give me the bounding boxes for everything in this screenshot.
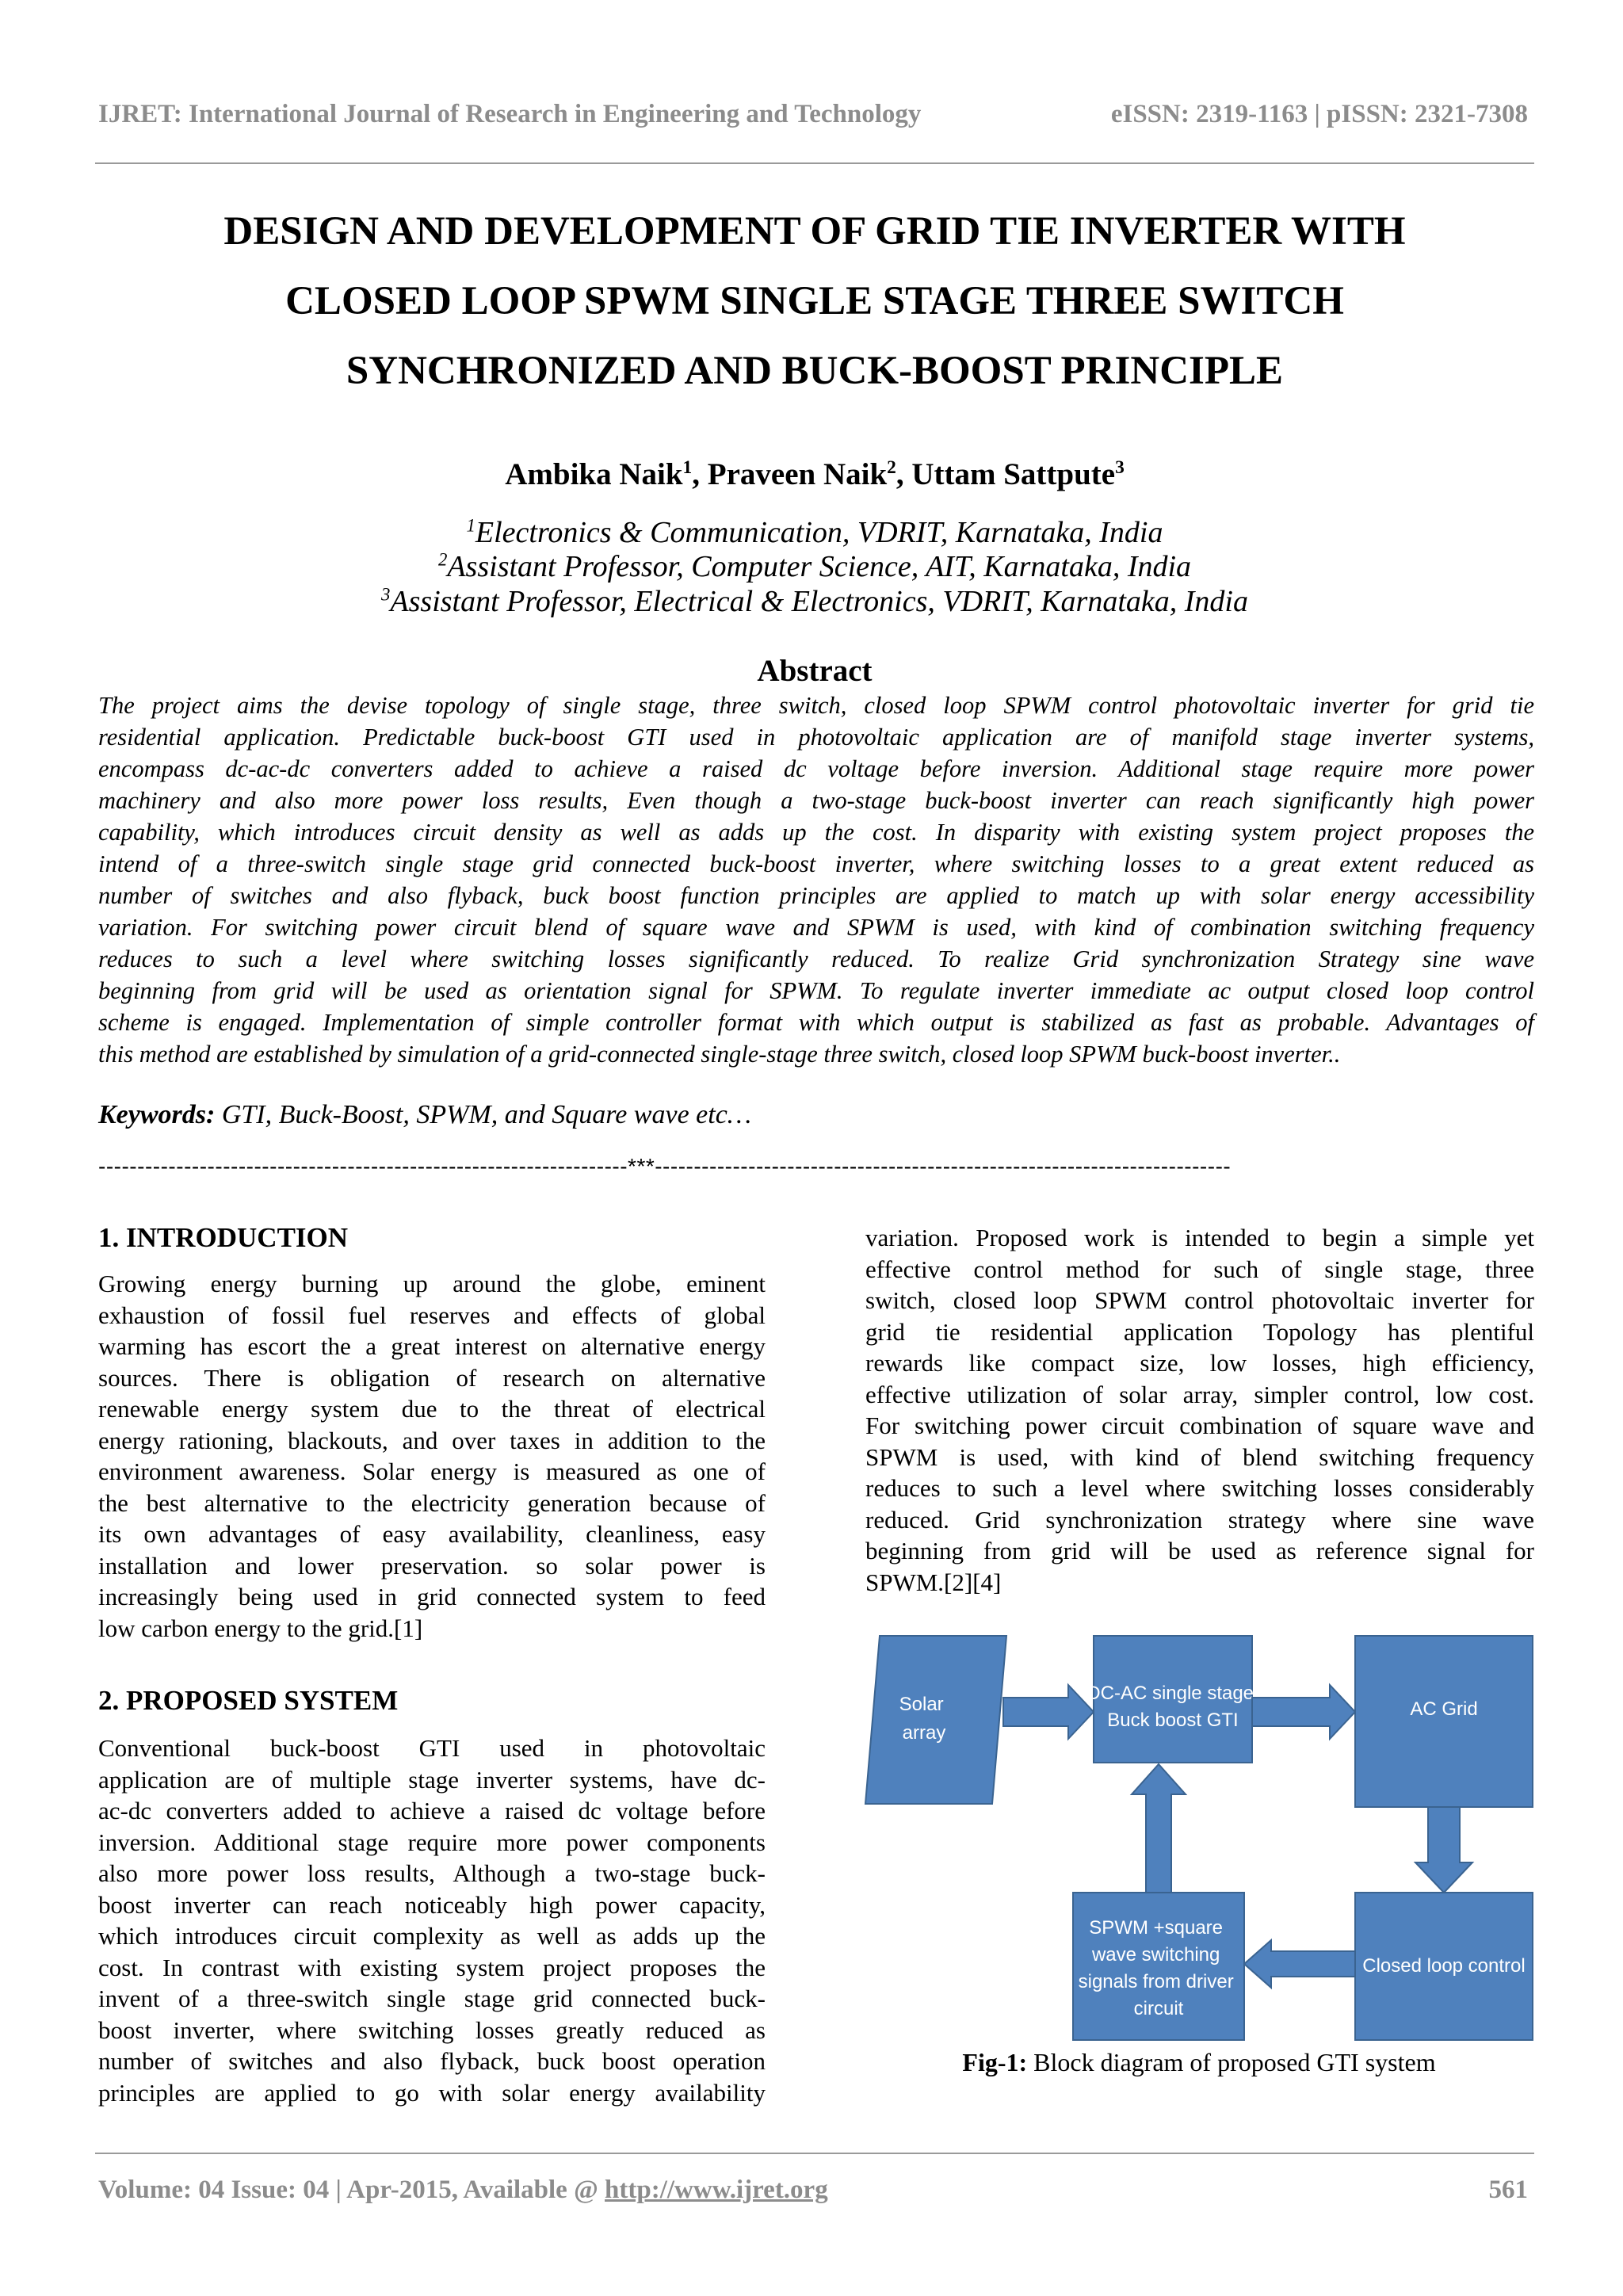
abstract-heading: Abstract <box>757 654 873 688</box>
body-line: reduces to such a level where switching losses considerably <box>865 1474 1534 1502</box>
affiliation-sup: 3 <box>381 584 391 605</box>
title-line: CLOSED LOOP SPWM SINGLE STAGE THREE SWITCH <box>285 279 1344 323</box>
keywords-text: GTI, Buck-Boost, SPWM, and Square wave etc… <box>215 1100 752 1129</box>
solar-array-label: Solar array <box>899 1694 946 1744</box>
section-heading-introduction: 1. INTRODUCTION <box>98 1222 349 1253</box>
abstract-body <box>98 690 1534 1070</box>
body-line: Growing energy burning up around the globe, eminent <box>98 1270 766 1297</box>
arrow-solar-to-gti <box>1003 1685 1094 1739</box>
abstract-line: capability, which introduces circuit density as well as adds up the cost. In disparity with existing system project proposes the <box>98 819 1534 846</box>
body-line: inversion. Additional stage require more power components <box>98 1828 766 1856</box>
body-line: low carbon energy to the grid.[1] <box>98 1614 423 1642</box>
author-sup: 2 <box>887 457 896 478</box>
keywords-label: Keywords: <box>98 1100 216 1129</box>
body-line: the best alternative to the electricity generation because of <box>98 1488 766 1517</box>
abstract-line: variation. For switching power circuit blend of square wave and SPWM is used, with kind of combination switching frequency <box>98 914 1534 941</box>
section-separator: --------------------------------------------------------------------***-------------------------------------------------------------------------- <box>98 1154 1232 1179</box>
body-line: application are of multiple stage inverter systems, have dc- <box>98 1765 766 1794</box>
journal-link[interactable]: http://www.ijret.org <box>605 2176 828 2204</box>
body-line: number of switches and also flyback, buck boost operation <box>98 2047 766 2075</box>
body-line: Conventional buck-boost GTI used in photovoltaic <box>98 1734 766 1762</box>
abstract-line: machinery and also more power loss results, Even though a two-stage buck-boost inverter can reach significantly high power <box>98 787 1534 814</box>
affiliation <box>95 515 1534 550</box>
section-heading-proposed-system: 2. PROPOSED SYSTEM <box>98 1685 399 1716</box>
abstract-line: The project aims the devise topology of single stage, three switch, closed loop SPWM control photovoltaic inverter for grid tie <box>98 692 1534 719</box>
caption-text: Block diagram of proposed GTI system <box>1027 2048 1436 2076</box>
body-line: installation and lower preservation. so solar power is <box>98 1551 766 1580</box>
closed-loop-control-label: Closed loop control <box>1362 1955 1526 1977</box>
author-name: Ambika Naik <box>505 457 683 491</box>
footer-info <box>98 2176 828 2205</box>
body-line: ac-dc converters added to achieve a raised dc voltage before <box>98 1797 766 1824</box>
body-line: sources. There is obligation of research on alternative <box>98 1363 766 1392</box>
abstract-line: this method are established by simulation of a grid-connected single-stage three switch, closed loop SPWM buck-boost inverter.. <box>98 1041 1341 1068</box>
affiliation-sup: 1 <box>466 515 475 536</box>
arrow-grid-to-controller <box>1415 1807 1472 1893</box>
affiliation-text: Assistant Professor, Computer Science, AIT, Karnataka, India <box>447 550 1192 583</box>
body-line: boost inverter, where switching losses greatly reduced as <box>98 2015 766 2044</box>
abstract-line: reduces to such a level where switching losses significantly reduced. To realize Grid synchronization Strategy sine wave <box>98 946 1534 972</box>
paper-title <box>95 197 1534 406</box>
abstract-line: intend of a three-switch single stage grid connected buck-boost inverter, where switching losses to a great extent reduced as <box>98 850 1534 877</box>
author-list: Ambika Naik$^1$, Praveen Naik$^2$, Uttam Sattpute$^3$ <box>505 457 1125 491</box>
abstract-line: beginning from grid will be used as orientation signal for SPWM. To regulate inverter immediate ac output closed loop control <box>98 977 1534 1004</box>
body-line: environment awareness. Solar energy is measured as one of <box>98 1457 766 1485</box>
body-line: effective utilization of solar array, simpler control, low cost. <box>865 1380 1534 1408</box>
block-diagram <box>864 1633 1534 2043</box>
author-sup: 3 <box>1115 457 1125 478</box>
solar-array-block <box>865 1636 1006 1804</box>
proposed-system-body <box>98 1733 766 2108</box>
body-line: SPWM is used, with kind of blend switching frequency <box>865 1442 1534 1471</box>
footer-volume: Volume: 04 Issue: 04 | Apr-2015, Available @ <box>98 2176 605 2204</box>
page-number: 561 <box>1488 2176 1528 2204</box>
author-name: Uttam Sattpute <box>911 457 1116 491</box>
dcac-gti-label: DC-AC single stage Buck boost GTI <box>1086 1683 1254 1731</box>
figure-caption <box>864 2048 1534 2077</box>
body-line: effective control method for such of single stage, three <box>865 1255 1534 1283</box>
arrow-gti-to-grid <box>1252 1685 1355 1739</box>
body-line: beginning from grid will be used as reference signal for <box>865 1537 1534 1564</box>
abstract-line: number of switches and also flyback, buck boost function principles are applied to match up with solar energy accessibility <box>98 882 1534 909</box>
arrow-spwm-to-gti <box>1132 1764 1186 1893</box>
keywords <box>98 1100 751 1130</box>
body-line: energy rationing, blackouts, and over taxes in addition to the <box>98 1426 766 1454</box>
body-line: For switching power circuit combination of square wave and <box>865 1412 1534 1439</box>
body-line: its own advantages of easy availability, cleanliness, easy <box>98 1520 766 1548</box>
right-column-body <box>865 1222 1534 1598</box>
body-line: boost inverter can reach noticeably high power capacity, <box>98 1890 766 1919</box>
ac-grid-block <box>1355 1636 1533 1807</box>
affiliation-sup: 2 <box>437 549 448 570</box>
abstract-line: residential application. Predictable buck-boost GTI used in photovoltaic application are of manifold stage inverter systems, <box>98 724 1534 751</box>
body-line: rewards like compact size, low losses, high efficiency, <box>865 1349 1534 1377</box>
body-line: SPWM.[2][4] <box>865 1568 1002 1596</box>
ac-grid-label: AC Grid <box>1410 1698 1478 1720</box>
body-line: reduced. Grid synchronization strategy where sine wave <box>865 1505 1534 1534</box>
footer-divider <box>95 2153 1534 2154</box>
body-line: renewable energy system due to the threat of electrical <box>98 1395 766 1423</box>
body-line: variation. Proposed work is intended to begin a simple yet <box>865 1224 1534 1251</box>
title-line: DESIGN AND DEVELOPMENT OF GRID TIE INVERTER WITH <box>223 209 1406 254</box>
abstract-line: scheme is engaged. Implementation of simple controller format with which output is stabilized as fast as probable. Advantages of <box>98 1009 1534 1036</box>
affiliation-text: Electronics & Communication, VDRIT, Karnataka, India <box>475 516 1163 549</box>
body-line: warming has escort the a great interest on alternative energy <box>98 1332 766 1360</box>
abstract-line: encompass dc-ac-dc converters added to achieve a raised dc voltage before inversion. Additional stage require more power <box>98 755 1534 782</box>
affiliation <box>95 584 1534 619</box>
arrow-controller-to-spwm <box>1244 1940 1355 1988</box>
caption-label: Fig-1: <box>962 2048 1028 2076</box>
header-divider <box>95 162 1534 164</box>
body-line: also more power loss results, Although a two-stage buck- <box>98 1859 766 1887</box>
body-line: grid tie residential application Topology has plentiful <box>865 1317 1534 1346</box>
introduction-body <box>98 1268 766 1644</box>
body-line: exhaustion of fossil fuel reserves and effects of global <box>98 1301 766 1329</box>
affiliation <box>95 549 1534 584</box>
title-line: SYNCHRONIZED AND BUCK-BOOST PRINCIPLE <box>346 349 1284 393</box>
body-line: switch, closed loop SPWM control photovoltaic inverter for <box>865 1286 1534 1314</box>
body-line: principles are applied to go with solar energy availability <box>98 2078 766 2107</box>
journal-name: IJRET: International Journal of Research in Engineering and Technology <box>98 100 922 128</box>
issn-info: eISSN: 2319-1163 | pISSN: 2321-7308 <box>1110 100 1528 128</box>
spwm-driver-label: SPWM +square wave switching signals from driver circuit <box>1078 1917 1234 2019</box>
body-line: invent of a three-switch single stage grid connected buck- <box>98 1985 766 2012</box>
body-line: increasingly being used in grid connected system to feed <box>98 1583 766 1610</box>
affiliation-text: Assistant Professor, Electrical & Electronics, VDRIT, Karnataka, India <box>390 585 1248 618</box>
author-name: Praveen Naik <box>707 457 888 491</box>
body-line: cost. In contrast with existing system project proposes the <box>98 1953 766 1981</box>
body-line: which introduces circuit complexity as well as adds up the <box>98 1922 766 1950</box>
author-sup: 1 <box>682 457 693 478</box>
